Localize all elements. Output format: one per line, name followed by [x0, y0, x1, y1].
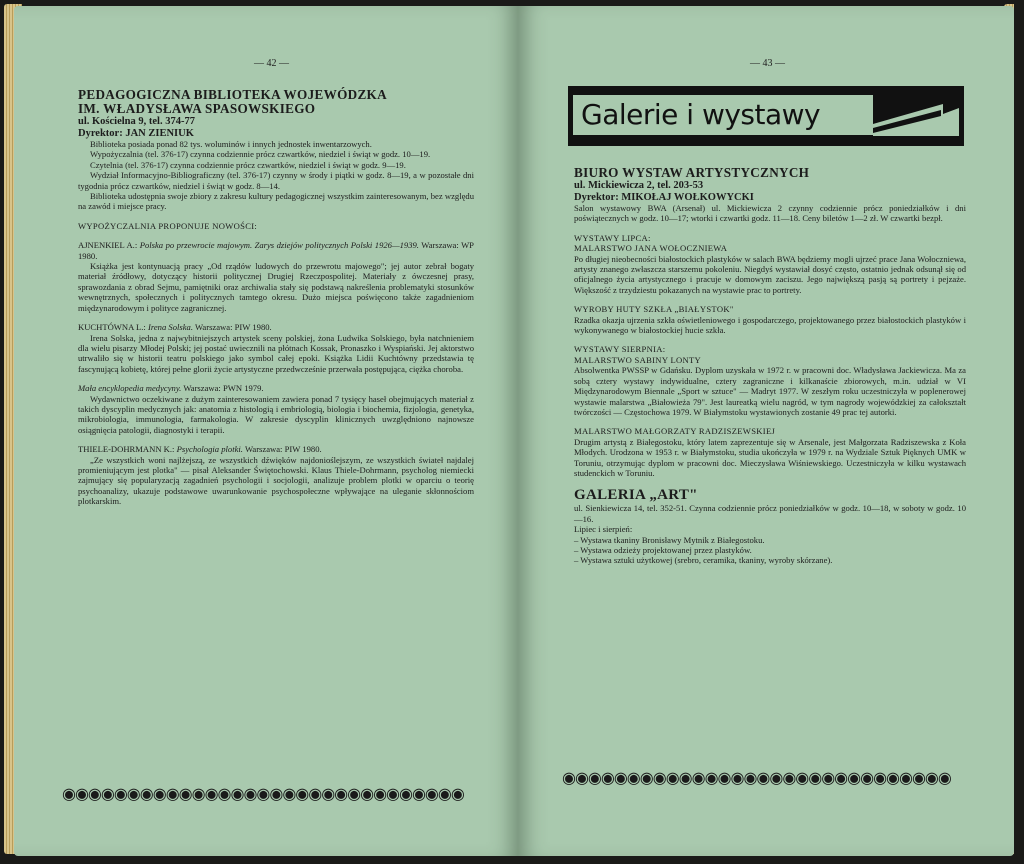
book-entry	[78, 444, 474, 454]
ornament-border: ◉◉◉◉◉◉◉◉◉◉◉◉◉◉◉◉◉◉◉◉◉◉◉◉◉◉◉◉◉◉	[562, 770, 951, 787]
book-publisher: Warszawa: PIW 1980.	[244, 444, 322, 455]
library-patron: IM. WŁADYSŁAWA SPASOWSKIEGO	[78, 101, 316, 116]
book-publisher: Warszawa: PIW 1980.	[194, 322, 272, 333]
library-name: PEDAGOGICZNA BIBLIOTEKA WOJEWÓDZKA	[78, 87, 387, 102]
venue-director: Dyrektor: MIKOŁAJ WOŁKOWYCKI	[574, 191, 754, 203]
banner-title: Galerie i wystawy	[581, 98, 821, 131]
paragraph: Biblioteka posiada ponad 82 tys. woluminów i innych jednostek inwentarzowych.	[90, 139, 372, 149]
section-banner	[568, 86, 964, 146]
page-number: — 43 —	[750, 58, 785, 69]
book-entry	[78, 240, 474, 261]
paragraph: Wypożyczalnia (tel. 376-17) czynna codziennie prócz czwartków, niedziel i świąt w godz. 10—19.	[90, 149, 431, 160]
page-number: — 42 —	[254, 58, 289, 69]
paragraph: Biblioteka udostępnia swoje zbiory z zakresu kultury pedagogicznej wszystkim zainteresowanym, bez względu na zawód i miejsce pracy.	[78, 191, 474, 212]
exhibition-title: MALARSTWO MAŁGORZATY RADZISZEWSKIEJ	[574, 426, 776, 437]
venue-address: ul. Mickiewicza 2, tel. 203-53	[574, 180, 704, 191]
book-title: Psychologia plotki.	[176, 444, 243, 455]
paragraph: Salon wystawowy BWA (Arsenał) ul. Mickiewicza 2 czynny codziennie prócz poniedziałków i dni poświątecznych w godz. 10—17; wtorki i czwartki godz. 11—18. Ceny biletów 1—2 zł. W czwartki bezpł.	[574, 203, 966, 224]
paragraph: Po długiej nieobecności białostockich plastyków w salach BWA będziemy mogli ujrzeć prace Jana Wołoczniewa, artysty znanego zwłaszcza starszemu pokoleniu. Niegdyś wystawiał dosyć często, ostatnio jednak odsunął się od oficjalnego życia artystycznego i pracuje w domowym zaciszu. Jego największą pasją są portrety i pejzaże. Większość z trzydziestu pokazanych na wystawie prac to portrety.	[574, 253, 966, 295]
book-description: Wydawnictwo oczekiwane z dużym zainteresowaniem zawiera ponad 7 tysięcy haseł obejmujących materiał z takich dyscyplin medycznych jak: anatomia z histologią i embriologią, biologia i biochemia, fizjologia, genetyka, mikrobiologia, immunologia, farmakologia. W zakresie dyscyplin klinicznych uwzględniono najnowsze osiągnięcia patologii, diagnostyki i terapii.	[78, 393, 474, 435]
left-page	[14, 6, 518, 856]
month-heading: WYSTAWY LIPCA:	[574, 232, 651, 243]
book-description: Książka jest kontynuacją pracy „Od rządów ludowych do przewrotu majowego"; jej autor zebrał bogaty materiał źródłowy, dotyczący historii politycznej Drugiej Rzeczpospolitej. Materiały z ówczesnej prasy, sprawozdania z obrad Sejmu, pamiętniki oraz archiwalia stały się podstawą nakreślenia problematyki stosunków wewnętrznych, społecznych i politycznych tamtego okresu. Dużo miejsca poświęcono także zagadnieniom międzynarodowym i polityce zagranicznej.	[78, 261, 474, 313]
paragraph: Lipiec i sierpień:	[574, 524, 633, 535]
book-publisher: Warszawa: WP 1980.	[78, 240, 474, 261]
paragraph: ul. Sienkiewicza 14, tel. 352-51. Czynna codziennie prócz poniedziałków w godz. 10—18, w soboty w godz. 10—16.	[574, 503, 966, 524]
book-title: Mała encyklopedia medycyny.	[78, 383, 182, 394]
banner-graphic	[873, 86, 964, 146]
venue-name: GALERIA „ART"	[574, 487, 698, 504]
book-description: Irena Solska, jedna z najwybitniejszych artystek sceny polskiej, żona Ludwika Solskiego, była natchnieniem dla wielu pisarzy Młodej Polski; jej postać uwiecznili na płótnach Kossak, Pronaszko i Wyspiański. Jej aktorstwo utrwaliło się w historii teatru polskiego jako symbol całej epoki. Książka Lidii Kuchtówny przedstawia tę fascynującą kobietę, której pełne glorii życie artystyczne przedwcześnie przerwała postępująca, ciężka choroba.	[78, 332, 474, 374]
book-author: THIELE-DOHRMANN K.:	[78, 444, 175, 455]
venue-name: BIURO WYSTAW ARTYSTYCZNYCH	[574, 165, 810, 180]
book-entry	[78, 322, 474, 332]
book-entry	[78, 383, 474, 393]
paragraph: Wydział Informacyjno-Bibliograficzny (tel. 376-17) czynny w środy i piątki w godz. 8—19, a w pozostałe dni tygodnia prócz czwartków, niedziel i świąt w godz. 8—14.	[78, 170, 474, 191]
paragraph: Rzadka okazja ujrzenia szkła oświetleniowego i gospodarczego, projektowanego przez białostockich plastyków i wykonywanego w białostockiej hucie szkła.	[574, 314, 966, 336]
book-publisher: Warszawa: PWN 1979.	[183, 383, 264, 394]
exhibition-title: MALARSTWO SABINY LONTY	[574, 354, 702, 365]
book-title: Irena Solska.	[147, 322, 193, 333]
paragraph: Drugim artystą z Białegostoku, który latem zaprezentuje się w Arsenale, jest Małgorzata Radziszewska z Koła Młodych. Urodzona w 1953 r. w Białymstoku, studia ukończyła w 1979 r. na Wydziale Sztuk Pięknych UMK w Toruniu, otrzymując dyplom w pracowni doc. Mieczysława Wiśniewskiego. Uczestniczyła w kilku wystawach studenckich w Toruniu.	[574, 436, 966, 478]
right-page	[518, 6, 1014, 856]
exhibition-title: MALARSTWO JANA WOŁOCZNIEWA	[574, 243, 728, 254]
exhibition-title: WYROBY HUTY SZKŁA „BIAŁYSTOK"	[574, 304, 734, 315]
list-item: – Wystawa tkaniny Bronisławy Mytnik z Białegostoku.	[574, 534, 765, 545]
book-spread	[14, 6, 1014, 856]
book-description: „Ze wszystkich woni najlżejszą, ze wszystkich dźwięków najdonioślejszym, ze wszystkich świateł najdalej promieniującym jest plotka" — pisał Aleksander Świętochowski. Klaus Thiele-Dohrmann, psycholog niemiecki zajmujący się popularyzacją zagadnień psychologii i socjologii, analizuje problem plotki w oparciu o teorię psychoanalizy, ukazuje podstawowe uwarunkowanie psychospołeczne wpływające na uleganie skłonnościom plotkarskim.	[78, 454, 474, 507]
ornament-border: ◉◉◉◉◉◉◉◉◉◉◉◉◉◉◉◉◉◉◉◉◉◉◉◉◉◉◉◉◉◉◉	[62, 786, 464, 803]
paragraph: Absolwentka PWSSP w Gdańsku. Dyplom uzyskała w 1972 r. w pracowni doc. Władysława Jackiewicza. Ma za sobą cztery wystawy indywidualne, cztery zagraniczne i kilkanaście zbiorowych, m.in. udział w VI Międzynarodowym Biennale „Sport w sztuce" — Madryt 1977. W zeszłym roku uczestniczyła w poplenerowej wystawie malarstwa „Białowieża 79". Jest laureatką wielu nagród, w tym nagrody wojewódzkiej za całokształt twórczości — Częstochowa 1979. W Białymstoku wystawionych zostanie 49 prac tej autorki.	[574, 365, 966, 417]
library-address: ul. Kościelna 9, tel. 374-77	[78, 116, 195, 127]
list-item: – Wystawa odzieży projektowanej przez plastyków.	[574, 544, 752, 555]
book-title: Polska po przewrocie majowym. Zarys dziejów politycznych Polski 1926—1939.	[139, 240, 419, 251]
library-entry	[78, 88, 474, 507]
book-author: KUCHTÓWNA L.:	[78, 322, 146, 333]
month-heading: WYSTAWY SIERPNIA:	[574, 344, 666, 355]
paragraph: Czytelnia (tel. 376-17) czynna codziennie prócz czwartków, niedziel i świąt w godz. 9—19.	[90, 159, 406, 170]
library-director: Dyrektor: JAN ZIENIUK	[78, 127, 194, 139]
book-author: AJNENKIEL A.:	[78, 240, 138, 251]
news-heading: WYPOŻYCZALNIA PROPONUJE NOWOŚCI:	[78, 220, 258, 231]
list-item: – Wystawa sztuki użytkowej (srebro, ceramika, tkaniny, wyroby skórzane).	[574, 555, 833, 566]
exhibitions-content	[574, 166, 966, 566]
